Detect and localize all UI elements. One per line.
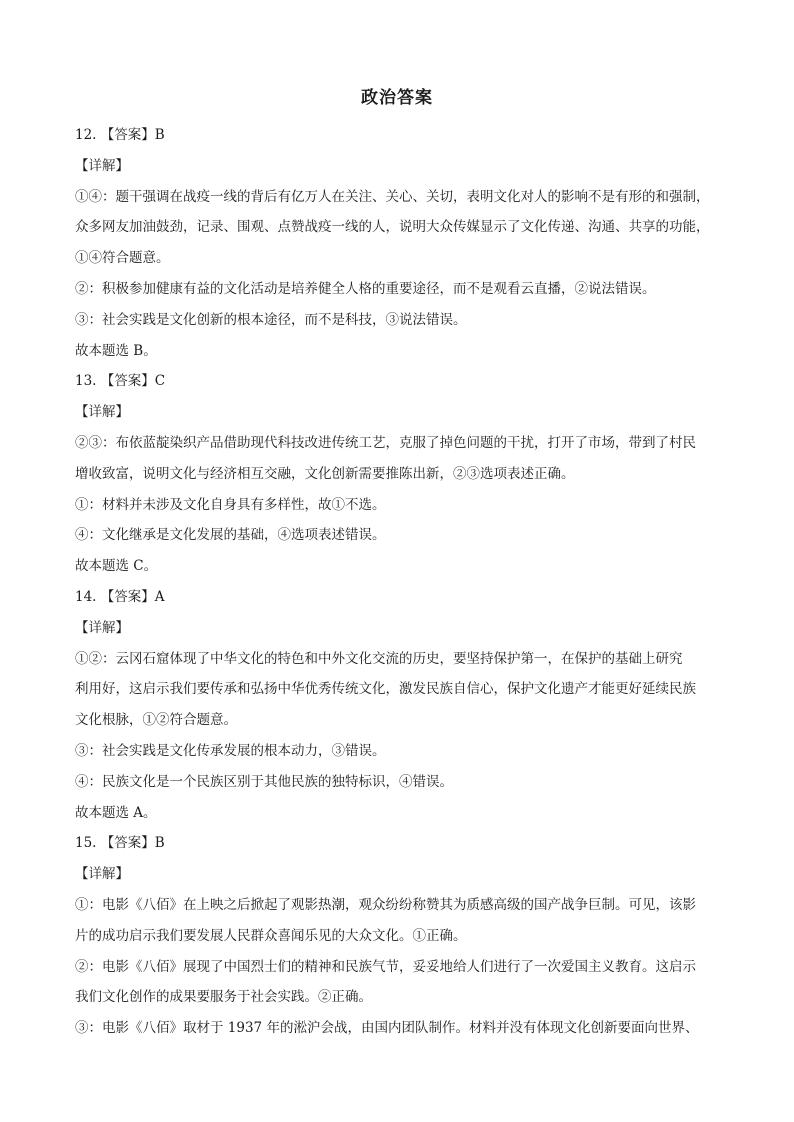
explanation-line: ①④：题干强调在战疫一线的背后有亿万人在关注、关心、关切，表明文化对人的影响不是有形的和强制， bbox=[75, 188, 710, 205]
question-12 bbox=[75, 120, 725, 366]
explanation-line: ①：电影《八佰》在上映之后掀起了观影热潮，观众纷纷称赞其为质感高级的国产战争巨制。可见，该影 bbox=[75, 896, 696, 913]
conclusion-line: 故本题选 C。 bbox=[75, 558, 158, 575]
detail-label: 【详解】 bbox=[75, 157, 129, 174]
detail-label: 【详解】 bbox=[75, 404, 129, 421]
question-15 bbox=[75, 828, 725, 1044]
explanation-line: ①④符合题意。 bbox=[75, 250, 170, 267]
explanation-line: 众多网友加油鼓劲，记录、围观、点赞战疫一线的人，说明大众传媒显示了文化传递、沟通、共享的功能， bbox=[75, 219, 710, 236]
explanation-line: ②③：布依蓝靛染织产品借助现代科技改进传统工艺，克服了掉色问题的干扰，打开了市场，带到了村民 bbox=[75, 434, 696, 451]
answer-header: 14. 【答案】A bbox=[75, 588, 165, 605]
explanation-line: ④：文化继承是文化发展的基础，④选项表述错误。 bbox=[75, 527, 386, 544]
question-13 bbox=[75, 366, 725, 582]
conclusion-line: 故本题选 B。 bbox=[75, 342, 157, 359]
explanation-line: 文化根脉，①②符合题意。 bbox=[75, 712, 237, 729]
explanation-line: ③：电影《八佰》取材于 1937 年的淞沪会战，由国内团队制作。材料并没有体现文化创新要面向世界、 bbox=[75, 1020, 699, 1037]
explanation-line: ①：材料并未涉及文化自身具有多样性，故①不选。 bbox=[75, 496, 386, 513]
explanation-line: 利用好，这启示我们要传承和弘扬中华优秀传统文化，激发民族自信心，保护文化遗产才能更好延续民族 bbox=[75, 681, 696, 698]
answer-header: 13. 【答案】C bbox=[75, 373, 166, 390]
detail-label: 【详解】 bbox=[75, 619, 129, 636]
page-title: 政治答案 bbox=[361, 88, 433, 108]
explanation-line: 片的成功启示我们要发展人民群众喜闻乐见的大众文化。①正确。 bbox=[75, 927, 467, 944]
explanation-line: ②：电影《八佰》展现了中国烈士们的精神和民族气节，妥妥地给人们进行了一次爱国主义教育。这启示 bbox=[75, 958, 696, 975]
explanation-line: ①②：云冈石窟体现了中华文化的特色和中外文化交流的历史，要坚持保护第一，在保护的基础上研究 bbox=[75, 650, 683, 667]
question-14 bbox=[75, 582, 725, 828]
explanation-line: 增收致富，说明文化与经济相互交融，文化创新需要推陈出新，②③选项表述正确。 bbox=[75, 465, 575, 482]
explanation-line: 我们文化创作的成果要服务于社会实践。②正确。 bbox=[75, 989, 372, 1006]
answer-content bbox=[75, 120, 725, 1044]
explanation-line: ③：社会实践是文化创新的根本途径，而不是科技，③说法错误。 bbox=[75, 311, 467, 328]
detail-label: 【详解】 bbox=[75, 866, 129, 883]
explanation-line: ③：社会实践是文化传承发展的根本动力，③错误。 bbox=[75, 742, 386, 759]
conclusion-line: 故本题选 A。 bbox=[75, 804, 157, 821]
answer-header: 15. 【答案】B bbox=[75, 835, 165, 852]
explanation-line: ④：民族文化是一个民族区别于其他民族的独特标识，④错误。 bbox=[75, 773, 453, 790]
answer-header: 12. 【答案】B bbox=[75, 127, 165, 143]
explanation-line: ②：积极参加健康有益的文化活动是培养健全人格的重要途径，而不是观看云直播，②说法错误。 bbox=[75, 280, 656, 297]
